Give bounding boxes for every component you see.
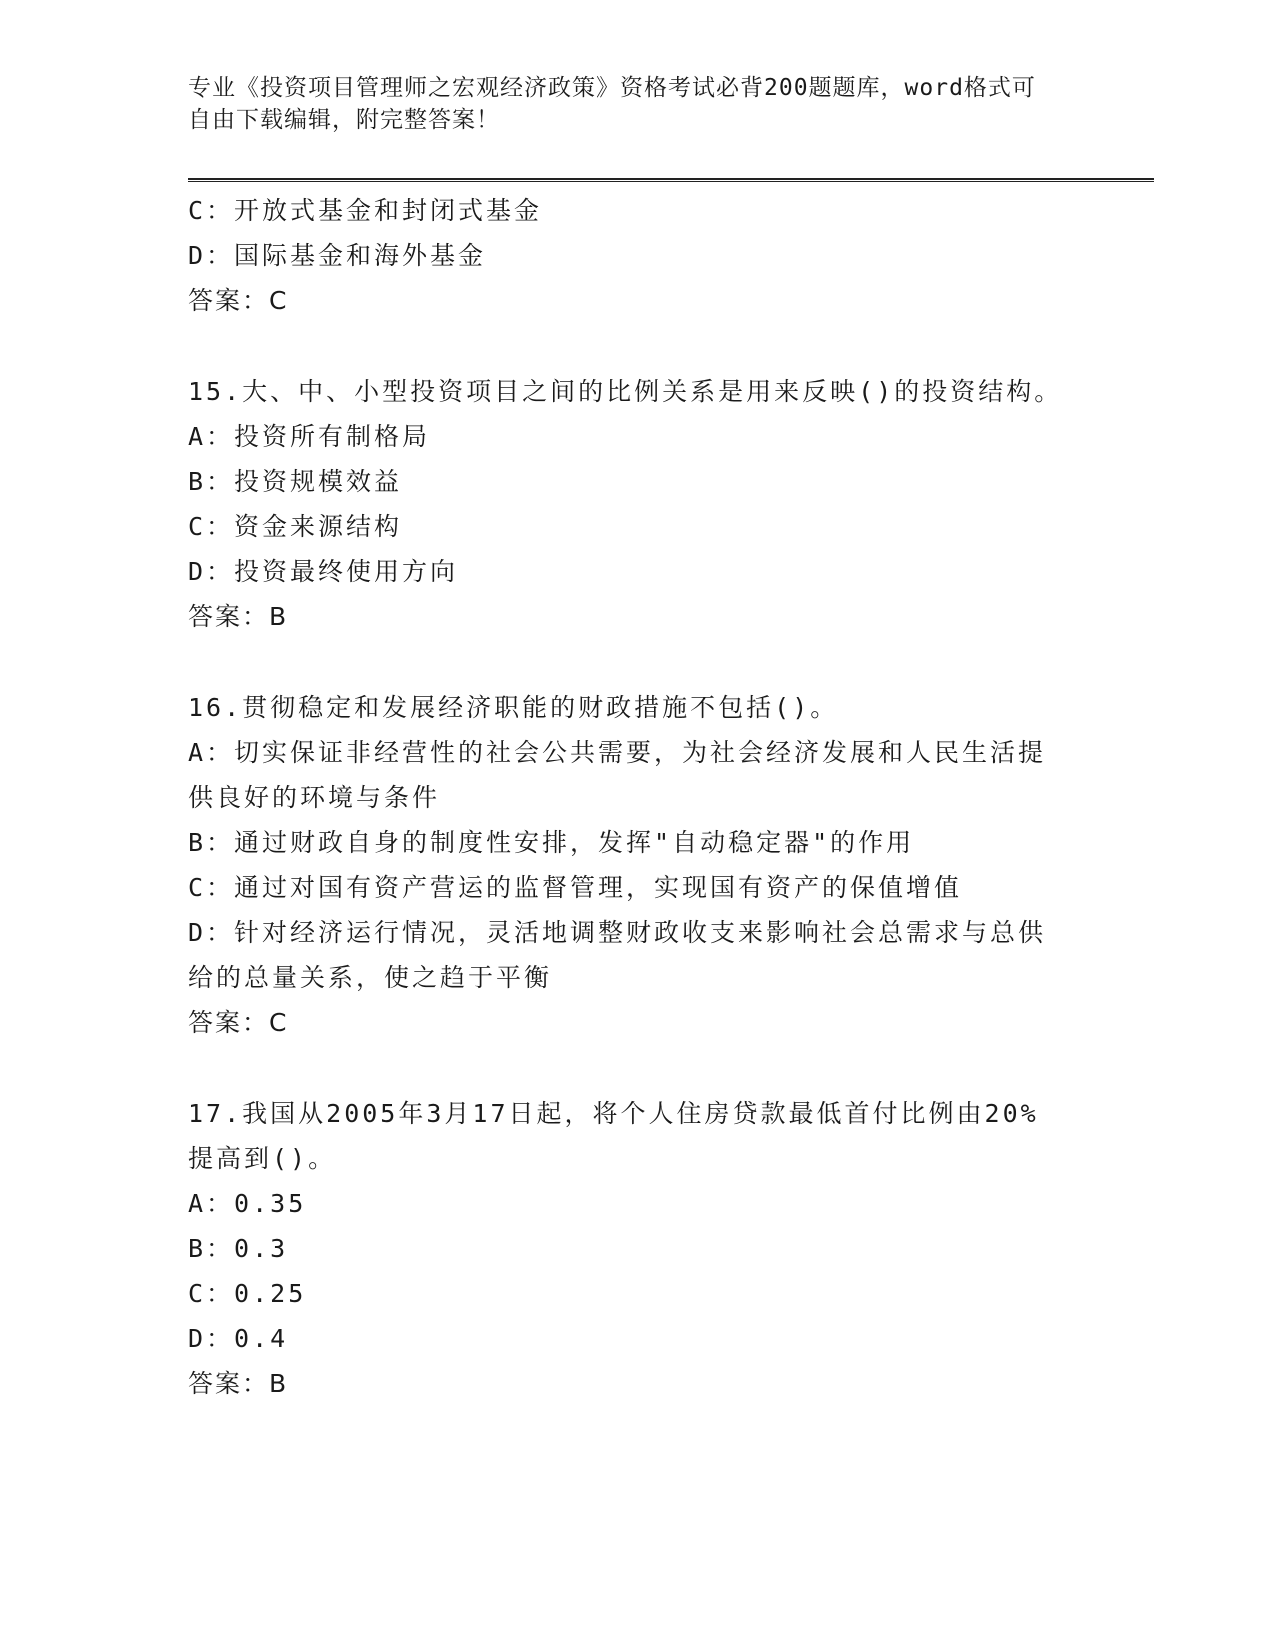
option-d: D：投资最终使用方向 <box>188 557 459 586</box>
option-b: B：0.3 <box>188 1234 289 1263</box>
question-list <box>188 188 1088 1406</box>
previous-question-tail <box>188 188 1088 323</box>
question-stem: 15.大、中、小型投资项目之间的比例关系是用来反映()的投资结构。 <box>188 377 1063 406</box>
question-stem: 16.贯彻稳定和发展经济职能的财政措施不包括()。 <box>188 693 839 722</box>
question-stem-line-1: 17.我国从2005年3月17日起，将个人住房贷款最低首付比例由20% <box>188 1099 1039 1128</box>
answer-line: 答案：B <box>188 1369 289 1398</box>
option-c: C：资金来源结构 <box>188 512 403 541</box>
option-a: A：0.35 <box>188 1189 307 1218</box>
option-d: D：0.4 <box>188 1324 289 1353</box>
option-d-line-1: D：针对经济运行情况，灵活地调整财政收支来影响社会总需求与总供 <box>188 918 1047 947</box>
spacer <box>188 323 1088 369</box>
header-title-line-2: 自由下载编辑，附完整答案！ <box>188 107 500 133</box>
spacer <box>188 639 1088 685</box>
answer-line: 答案：C <box>188 1008 289 1037</box>
document-header <box>188 72 1088 136</box>
option-a-line-1: A：切实保证非经营性的社会公共需要，为社会经济发展和人民生活提 <box>188 738 1047 767</box>
option-c: C：开放式基金和封闭式基金 <box>188 196 543 225</box>
answer-line: 答案：B <box>188 602 289 631</box>
question-17 <box>188 1091 1088 1406</box>
question-stem-line-2: 提高到()。 <box>188 1144 337 1173</box>
option-d: D：国际基金和海外基金 <box>188 241 487 270</box>
option-c: C：0.25 <box>188 1279 307 1308</box>
option-b: B：投资规模效益 <box>188 467 403 496</box>
header-divider <box>188 178 1154 182</box>
option-a: A：投资所有制格局 <box>188 422 431 451</box>
option-b: B：通过财政自身的制度性安排，发挥"自动稳定器"的作用 <box>188 828 915 857</box>
answer-line: 答案：C <box>188 286 289 315</box>
question-15 <box>188 369 1088 639</box>
option-d-line-2: 给的总量关系，使之趋于平衡 <box>188 963 553 992</box>
header-title-line-1: 专业《投资项目管理师之宏观经济政策》资格考试必背200题题库，word格式可 <box>188 75 1036 101</box>
spacer <box>188 1045 1088 1091</box>
option-c: C：通过对国有资产营运的监督管理，实现国有资产的保值增值 <box>188 873 963 902</box>
question-16 <box>188 685 1088 1045</box>
option-a-line-2: 供良好的环境与条件 <box>188 783 441 812</box>
